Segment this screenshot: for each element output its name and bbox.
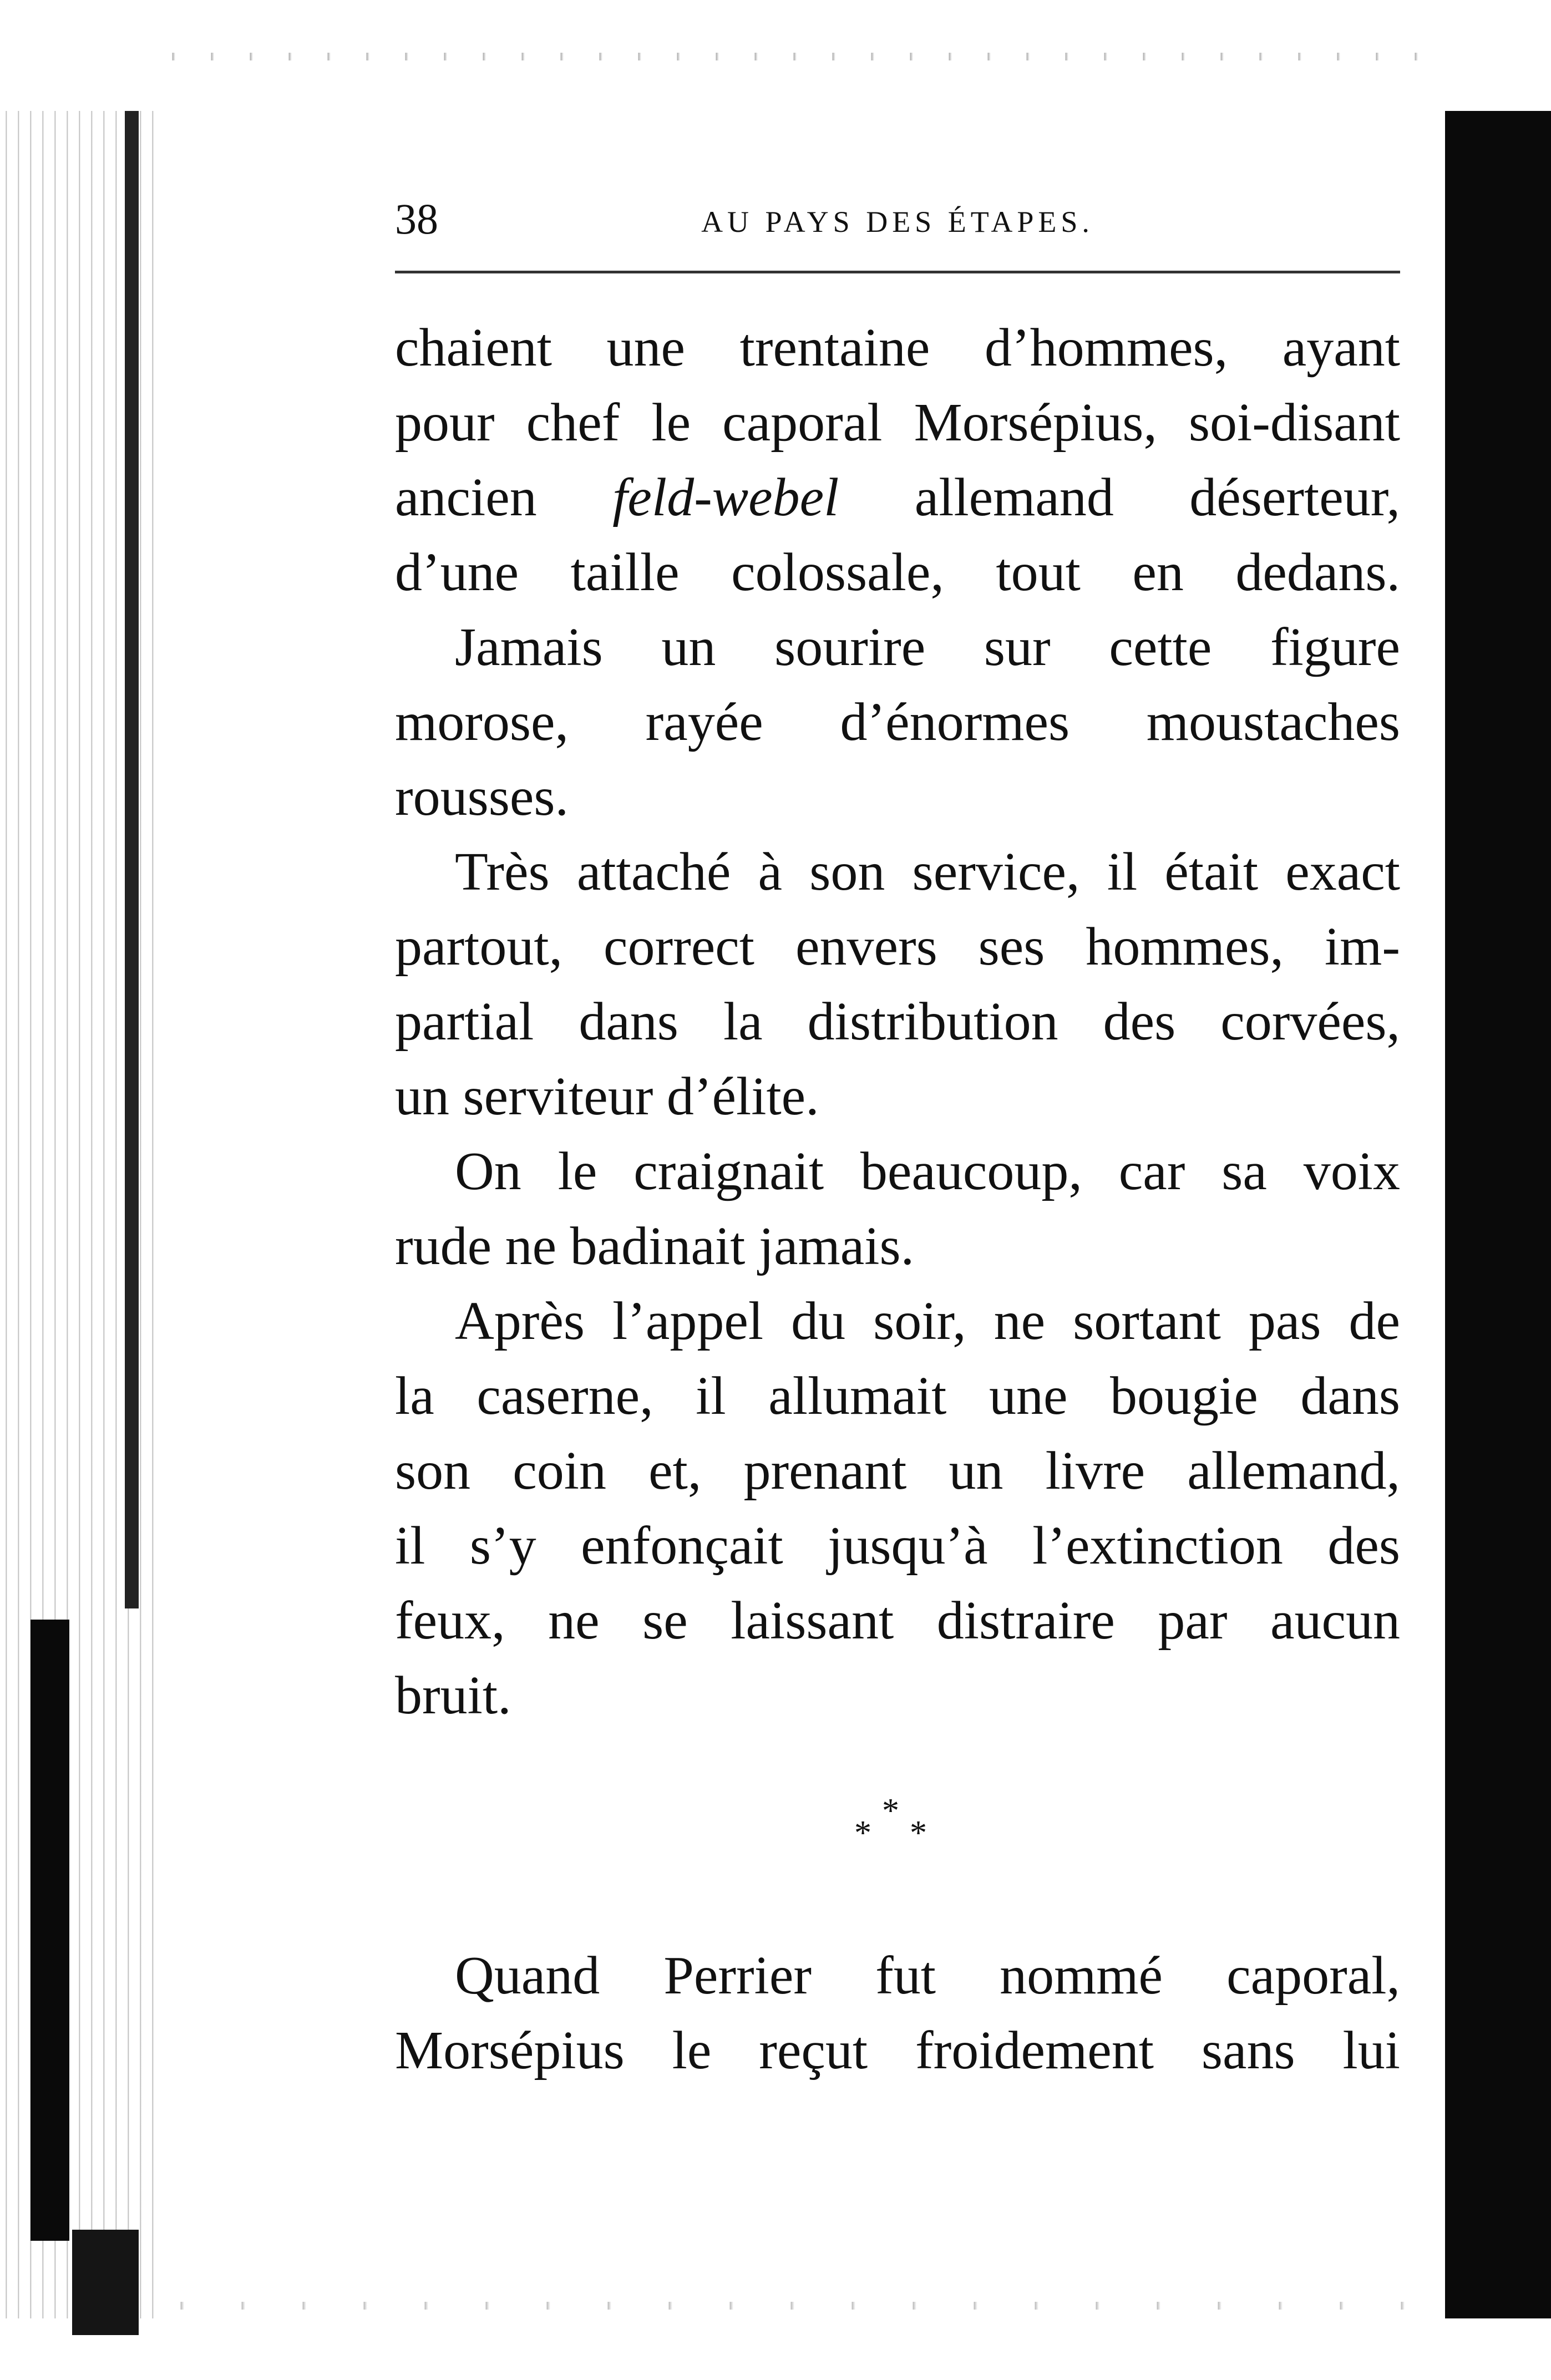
paragraph-start: Très attaché à son service, il était exact [455,842,1400,902]
running-head [395,194,1400,244]
text-line: la caserne, il allumait une bougie dans [395,1366,1400,1426]
paragraph-start: Quand Perrier fut nommé caporal, [455,1946,1400,2006]
running-title: AU PAYS DES ÉTAPES. [701,205,1094,238]
text-line: feux, ne se laissant distraire par aucun [395,1591,1400,1651]
text-line: pour chef le caporal Morsépius, soi-disant [395,393,1400,453]
body-text-continued [395,1938,1400,2088]
scan-noise-top [155,53,1442,60]
paragraph-start: On le craignait beaucoup, car sa voix [455,1141,1400,1201]
separator-star: * [854,1814,871,1852]
binding-edge-bottom [72,2230,139,2335]
text-run: allemand déserteur, [839,468,1400,527]
text-line: Morsépius le reçut froidement sans lui [395,2021,1400,2080]
text-line: son coin et, prenant un livre allemand, [395,1441,1400,1501]
body-text [395,311,1400,1733]
header-rule [395,271,1400,273]
text-line: il s’y enfonçait jusqu’à l’extinction des [395,1516,1400,1576]
paragraph-end: un serviteur d’élite. [395,1067,819,1126]
paragraph-end: bruit. [395,1666,511,1726]
paragraph-start: Jamais un sourire sur cette figure [455,617,1400,677]
page-edge-shadow [1445,111,1551,2318]
text-line: chaient une trentaine d’hommes, ayant [395,318,1400,378]
page-number: 38 [395,195,438,243]
section-separator [848,1792,947,1864]
separator-star: * [910,1814,927,1852]
text-line: partout, correct envers ses hommes, im- [395,917,1400,977]
paragraph-end: rousses. [395,767,569,827]
italic-term: feld-webel [612,468,839,527]
text-line: partial dans la distribution des corvées, [395,992,1400,1052]
paragraph-end: rude ne badinait jamais. [395,1216,915,1276]
paragraph-start: Après l’appel du soir, ne sortant pas de [455,1291,1400,1351]
text-run: ancien [395,468,613,527]
text-line: d’une taille colossale, tout en dedans. [395,542,1400,602]
text-line: morose, rayée d’énormes moustaches [395,692,1400,752]
separator-star: * [882,1792,899,1830]
scan-noise-bottom [155,2302,1442,2310]
text-line [395,460,1400,535]
binding-edge-upper [125,111,139,1608]
binding-edge-lower [31,1620,69,2241]
